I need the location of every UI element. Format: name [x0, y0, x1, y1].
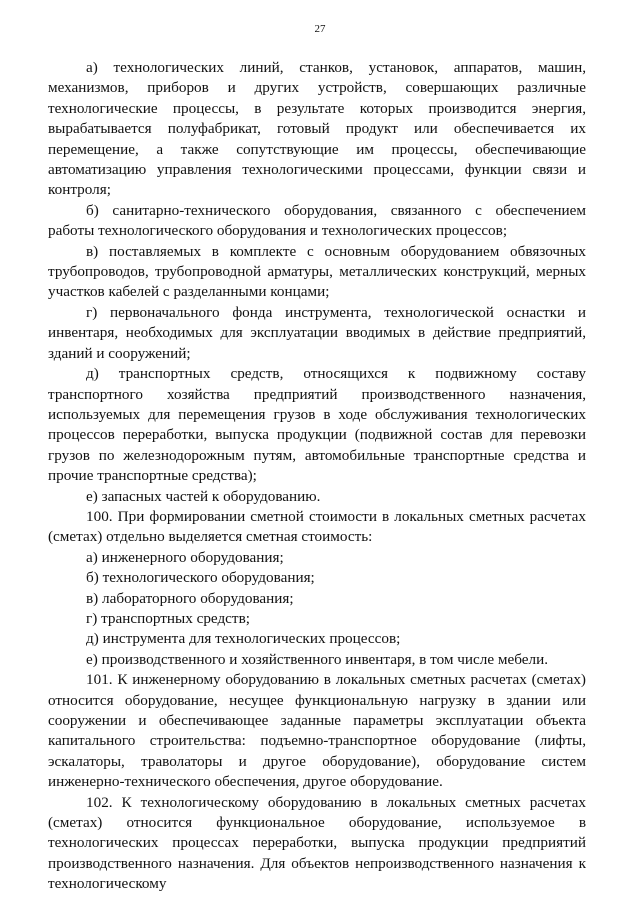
clause-100-item-v: в) лабораторного оборудования;	[86, 589, 294, 607]
clause-100-item-e: е) производственного и хозяйственного инвентаря, в том числе мебели.	[86, 650, 549, 668]
clause-102: 102. К технологическому оборудованию в локальных сметных расчетах (сметах) относится функциональное оборудование, используемое в технологических процессах переработки, выпуска продукции предприятий производственного назначения. Для объектов непроизводственного назначения к технологическому	[48, 793, 586, 893]
page-number: 27	[314, 23, 326, 35]
clause-100-item-b: б) технологического оборудования;	[86, 569, 315, 587]
clause-101: 101. К инженерному оборудованию в локальных сметных расчетах (сметах) относится оборудование, несущее функциональную нагрузку в здании или сооружении и обеспечивающее заданные параметры эксплуатации объекта капитального строительства: подъемно-транспортное оборудование (лифты, эскалаторы, траволаторы и другое оборудование), оборудование систем инженерно-технического обеспечения, другое оборудование.	[48, 671, 586, 791]
list-item-a-technological-lines: а) технологических линий, станков, установок, аппаратов, машин, механизмов, приборов и других устройств, совершающих различные технологические процессы, в результате которых производится энергия, вырабатывается полуфабрикат, готовый продукт или обеспечивается их перемещение, а также сопутствующие им процессы, обеспечивающие автоматизацию управления технологическими процессами, функции связи и контроля;	[48, 59, 586, 199]
list-item-g-initial-tools: г) первоначального фонда инструмента, технологической оснастки и инвентаря, необходимых для эксплуатации вводимых в действие предприятий, зданий и сооружений;	[48, 303, 586, 362]
list-item-e-spare-parts: е) запасных частей к оборудованию.	[86, 487, 321, 505]
clause-100-item-a: а) инженерного оборудования;	[86, 548, 284, 566]
clause-100-item-d: д) инструмента для технологических процессов;	[86, 630, 401, 648]
clause-100: 100. При формировании сметной стоимости в локальных сметных расчетах (сметах) отдельно выделяется сметная стоимость:	[48, 507, 586, 546]
list-item-d-transport-means: д) транспортных средств, относящихся к подвижному составу транспортного хозяйства предприятий производственного назначения, используемых для перемещения грузов в ходе обслуживания технологических процессов переработки, выпуска продукции (подвижной состав для перевозки грузов по железнодорожным путям, автомобильные транспортные средства и прочие транспортные средства);	[48, 365, 586, 485]
list-item-b-sanitary-equipment: б) санитарно-технического оборудования, связанного с обеспечением работы технологического оборудования и технологических процессов;	[48, 201, 586, 240]
list-item-v-piping: в) поставляемых в комплекте с основным оборудованием обвязочных трубопроводов, трубопроводной арматуры, металлических конструкций, мерных участков кабелей с разделанными концами;	[48, 242, 586, 301]
clause-100-item-g: г) транспортных средств;	[86, 609, 250, 627]
document-body	[48, 58, 586, 895]
